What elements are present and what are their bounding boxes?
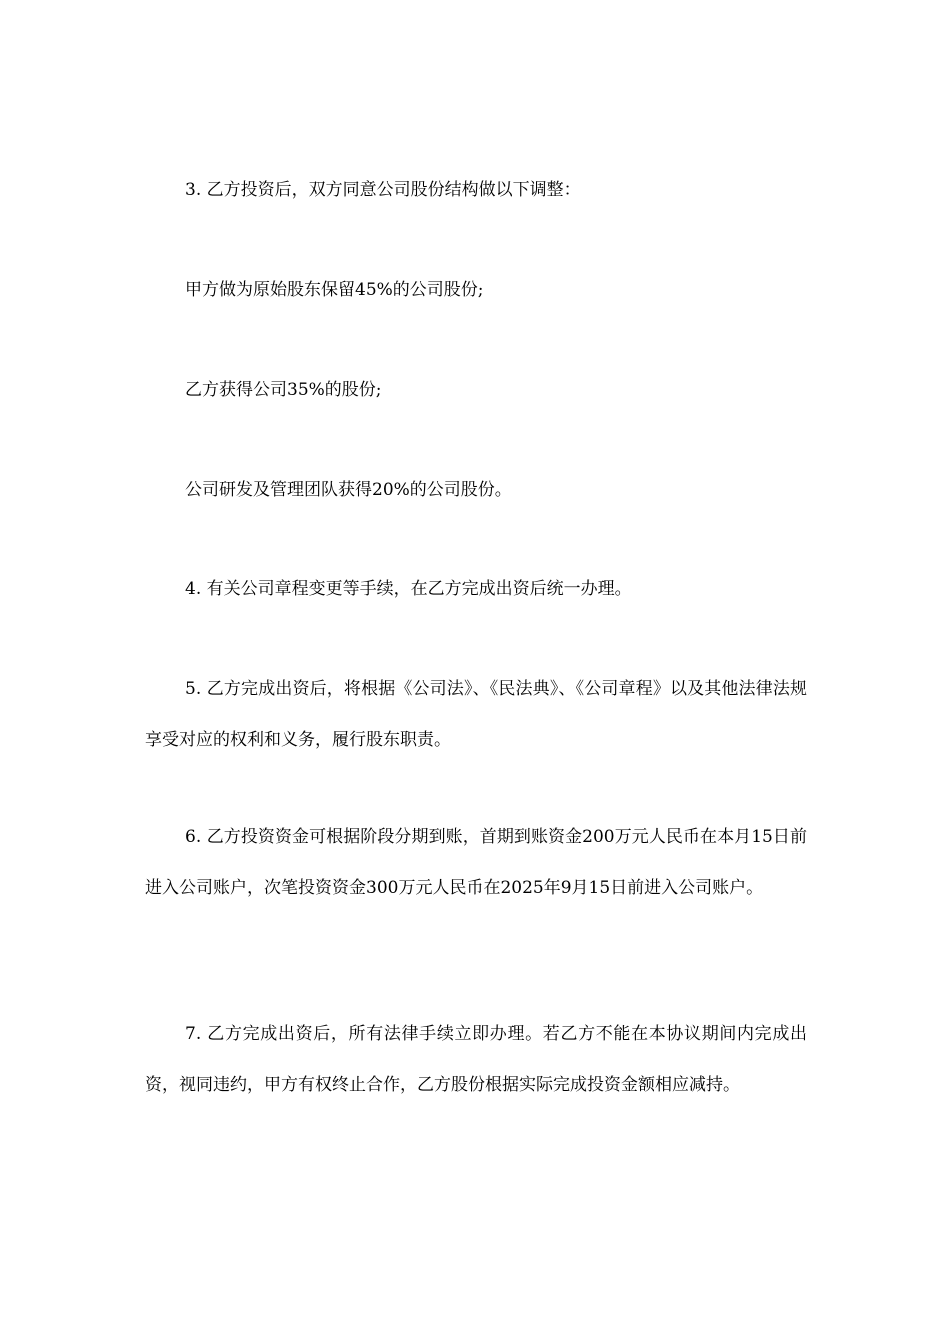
clause-4-paragraph: 4. 有关公司章程变更等手续，在乙方完成出资后统一办理。 xyxy=(185,579,632,599)
party-a-share-paragraph: 甲方做为原始股东保留45%的公司股份; xyxy=(185,280,484,300)
clause-6-paragraph: 6. 乙方投资资金可根据阶段分期到账，首期到账资金200万元人民币在本月15日前进入公司账户，次笔投资资金300万元人民币在2025年9月15日前进入公司账户。 xyxy=(145,827,807,898)
team-share-paragraph: 公司研发及管理团队获得20%的公司股份。 xyxy=(185,480,512,500)
clause-5-paragraph: 5. 乙方完成出资后，将根据《公司法》、《民法典》、《公司章程》以及其他法律法规享受对应的权利和义务，履行股东职责。 xyxy=(145,679,807,750)
clause-3-paragraph: 3. 乙方投资后，双方同意公司股份结构做以下调整： xyxy=(185,180,581,200)
party-b-share-paragraph: 乙方获得公司35%的股份; xyxy=(185,380,382,400)
clause-7-paragraph: 7. 乙方完成出资后，所有法律手续立即办理。若乙方不能在本协议期间内完成出资，视同违约，甲方有权终止合作，乙方股份根据实际完成投资金额相应减持。 xyxy=(145,1024,807,1095)
